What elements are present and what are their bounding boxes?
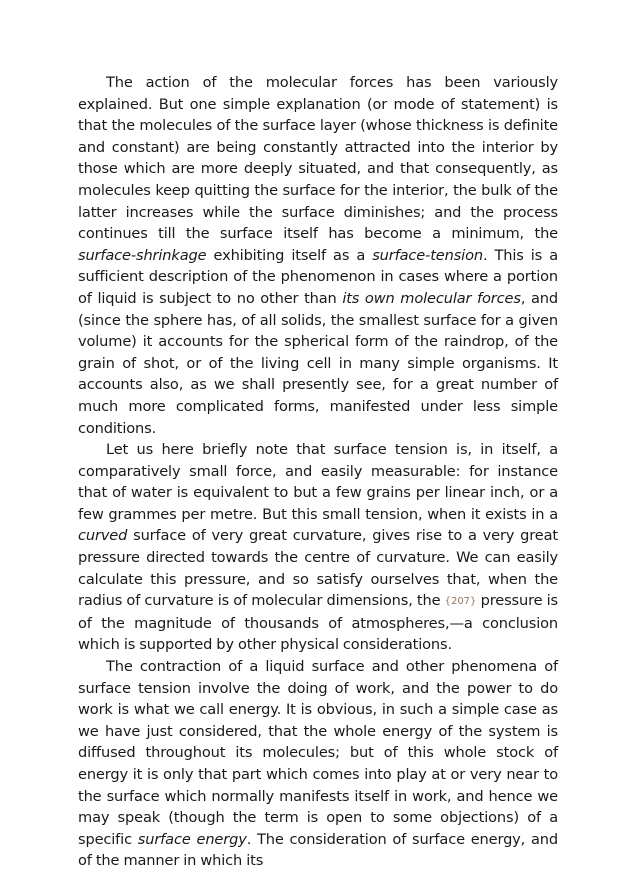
document-page	[78, 72, 558, 872]
page-number-marker[interactable]: {207}	[444, 596, 477, 608]
italic-term-surface-shrinkage: surface-shrinkage	[78, 246, 207, 264]
italic-term-curved: curved	[78, 527, 128, 545]
italic-term-surface-energy: surface energy	[137, 830, 247, 848]
italic-term-surface-tension: surface-tension	[372, 246, 483, 264]
paragraph-surface-energy	[78, 656, 558, 872]
paragraph-molecular-forces	[78, 72, 558, 439]
italic-term-own-molecular-forces: its own molecular forces	[342, 289, 521, 307]
text-run: surface of very great curvature, gives rise to a very great pressure directed towards the centre of curvature. We can easily calculate this pressure, and so satisfy ourselves that, when the radius of curvature is of molecular dimensions, the	[78, 527, 558, 610]
text-run: . The consideration of surface energy, and of the manner in which its	[78, 830, 558, 870]
text-run: The action of the molecular forces has been variously explained. But one simple explanation (or mode of statement) is that the molecules of the surface layer (whose thickness is definite and constant) are being constantly attracted into the interior by those which are more deeply situated, and that consequently, as molecules keep quitting the surface for the interior, the bulk of the latter increases while the surface diminishes; and the process continues till the surface itself has become a minimum, the	[78, 74, 558, 243]
text-run: The contraction of a liquid surface and other phenomena of surface tension involve the doing of work, and the power to do work is what we call energy. It is obvious, in such a simple case as we have just considered, that the whole energy of the system is diffused throughout its molecules; but of this whole stock of energy it is only that part which comes into play at or very near to the surface which normally manifests itself in work, and hence we may speak (though the term is open to some objections) of a specific	[78, 658, 558, 848]
paragraph-surface-tension-pressure	[78, 439, 558, 656]
text-run: exhibiting itself as a	[206, 246, 373, 264]
text-run: , and (since the sphere has, of all solids, the smallest surface for a given volume) it accounts for the spherical form of the raindrop, of the grain of shot, or of the living cell in many simple organisms. It accounts also, as we shall presently see, for a great number of much more complicated forms, manifested under less simple conditions.	[78, 289, 558, 437]
text-run: Let us here briefly note that surface tension is, in itself, a comparatively small force, and easily measurable: for instance that of water is equivalent to but a few grains per linear inch, or a few grammes per metre. But this small tension, when it exists in a	[78, 441, 558, 523]
text-run: . This is a sufficient description of the phenomenon in cases where a portion of liquid is subject to no other than	[78, 246, 558, 307]
text-run: pressure is of the magnitude of thousands of atmospheres,—a conclusion which is supported by other physical considerations.	[78, 592, 558, 654]
